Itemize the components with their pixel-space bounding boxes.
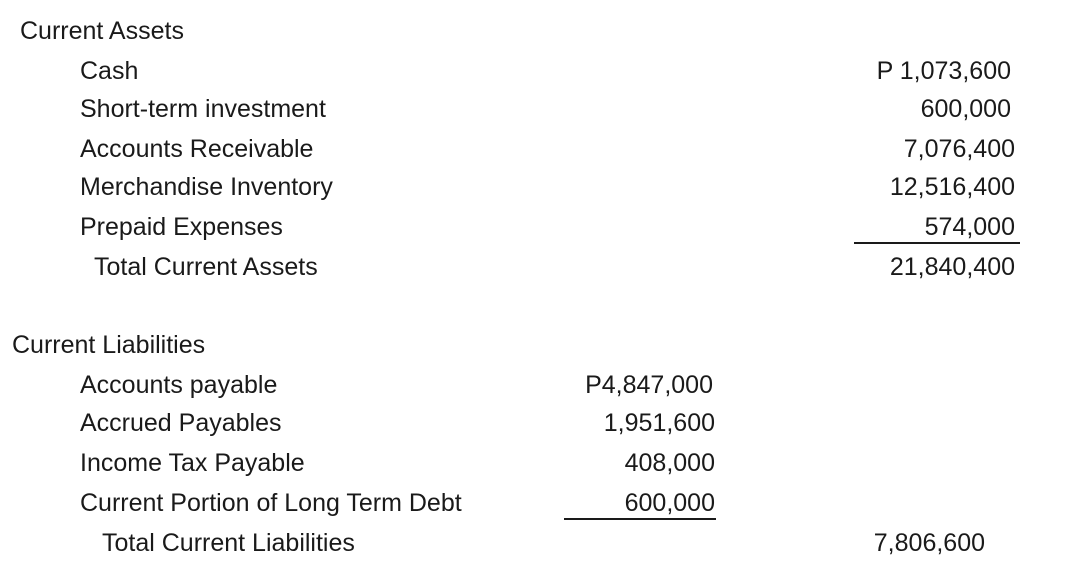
current-assets-heading: Current Assets: [20, 17, 184, 45]
liability-amount-accounts-payable: P4,847,000: [585, 371, 713, 399]
asset-label-merchandise-inventory: Merchandise Inventory: [80, 173, 333, 201]
liability-label-current-portion-long-term-debt: Current Portion of Long Term Debt: [80, 489, 462, 517]
liability-label-accrued-payables: Accrued Payables: [80, 409, 282, 437]
asset-label-cash: Cash: [80, 57, 139, 85]
total-current-liabilities-amount: 7,806,600: [873, 529, 985, 557]
liability-amount-current-portion-long-term-debt: 600,000: [624, 489, 715, 517]
asset-amount-merchandise-inventory: 12,516,400: [889, 173, 1015, 201]
asset-amount-short-term-investment: 600,000: [920, 95, 1011, 123]
total-current-assets-amount: 21,840,400: [889, 253, 1015, 281]
asset-amount-prepaid-expenses: 574,000: [924, 213, 1015, 241]
liability-amount-income-tax-payable: 408,000: [624, 449, 715, 477]
asset-label-short-term-investment: Short-term investment: [80, 95, 326, 123]
asset-label-prepaid-expenses: Prepaid Expenses: [80, 213, 283, 241]
assets-subtotal-rule: [854, 242, 1020, 244]
liability-label-income-tax-payable: Income Tax Payable: [80, 449, 305, 477]
current-liabilities-heading: Current Liabilities: [12, 331, 206, 359]
asset-amount-accounts-receivable: 7,076,400: [903, 135, 1015, 163]
asset-amount-cash: P 1,073,600: [876, 57, 1011, 85]
liability-amount-accrued-payables: 1,951,600: [603, 409, 715, 437]
liabilities-subtotal-rule: [564, 518, 716, 520]
asset-label-accounts-receivable: Accounts Receivable: [80, 135, 314, 163]
total-current-assets-label: Total Current Assets: [94, 253, 318, 281]
total-current-liabilities-label: Total Current Liabilities: [102, 529, 355, 557]
liability-label-accounts-payable: Accounts payable: [80, 371, 278, 399]
